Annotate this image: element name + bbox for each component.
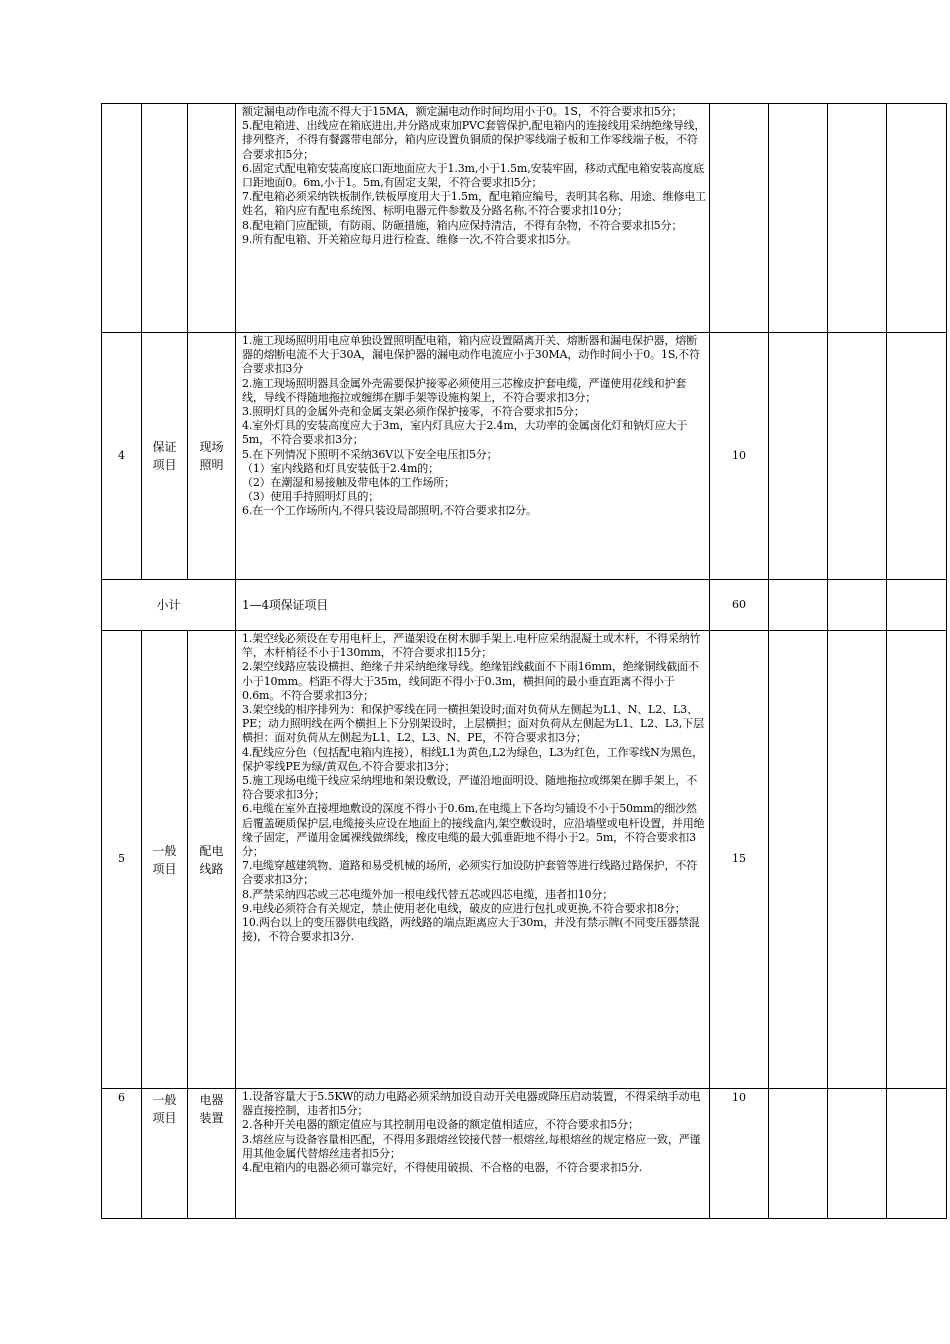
no-cell: 5 [102,631,142,1089]
requirement-line: 5.配电箱进、出线应在箱底进出,并分路成束加PVC套管保护,配电箱内的连接线用采纳绝缘导线，排列整齐，不得有餐露带电部分，箱内应设置负铜质的保护零线端子板和工作零线端子板，不符合要求扣5分； [242,119,706,161]
requirement-line: 10.两台以上的变压器供电线路，两线路的端点距离应大于30m，并没有禁示牌(不同变压器禁混接)，不符合要求扣3分. [242,916,700,944]
requirement-line: 3.熔丝应与设备容量相匹配，不得用多跟熔丝铰接代替一根熔丝,每根熔丝的规定格应一致，严谨用其他金属代替熔丝违者扣5分； [242,1132,701,1160]
remark-cell [887,1089,947,1219]
requirement-line: 4.配电箱内的电器必须可靠完好，不得使用破损、不合格的电器，不符合要求扣5分. [242,1161,643,1175]
actual-cell [828,333,887,580]
content-cell [236,104,710,333]
requirement-line: （2）在潮湿和易接触及带电体的工作场所； [242,476,455,490]
no-cell [102,104,142,333]
requirement-line: 9.电线必须符合有关规定，禁止使用老化电线，破皮的应进行包扎或更换,不符合要求扣8分； [242,901,686,915]
deduct-cell [769,104,828,333]
item-cell [188,333,236,580]
deduct-cell [769,333,828,580]
category-cell [142,1089,188,1219]
requirement-line: 1.施工现场照明用电应单独设置照明配电箱，箱内应设置隔离开关、熔断器和漏电保护器，熔断器的熔断电流不大于30A，漏电保护器的漏电动作电流应小于30MA，动作时间小于0。1S,不符合要求扣3分 [242,334,700,376]
actual-cell [828,631,887,1089]
actual-cell [828,580,887,631]
score-cell: 15 [710,631,769,1089]
item-cell [188,104,236,333]
score-cell [710,104,769,333]
remark-cell [887,333,947,580]
subtotal-label: 小计 [102,580,236,631]
deduct-cell [769,1089,828,1219]
subtotal-desc: 1—4项保证项目 [236,580,710,631]
deduct-cell [769,580,828,631]
table-row [102,1089,947,1219]
category-label: 一般项目 [152,843,177,876]
actual-cell [828,104,887,333]
requirement-line: 5.施工现场电缆干线应采纳埋地和架设敷设，严谨沿地面明设、随地拖拉或绑架在脚手架上，不符合要求扣3分； [242,774,698,802]
category-cell [142,631,188,1089]
requirement-line: 3.架空线的相序排列为：和保护零线在同一横担架设时;面对负荷从左侧起为L1、N、L2、L3、PE；动力照明线在两个横担上下分别架设时，上层横担；面对负荷从左侧起为L1、L2、L3,下层横担：面对负荷从左侧起为L1、L2、L3、N、PE，不符合要求扣3分； [242,703,704,745]
requirement-line: 6.固定式配电箱安装高度底口距地面应大于1.3m,小于1.5m,安装牢固，移动式配电箱安装高度底口距地面0。6m,小于1。5m,有固定支架，不符合要求扣5分； [242,161,705,190]
actual-cell [828,1089,887,1219]
category-cell [142,104,188,333]
subtotal-score: 60 [710,580,769,631]
content-cell [236,631,710,1089]
score-cell: 10 [710,333,769,580]
requirement-line: 1.架空线必须设在专用电杆上，严谨架设在树木脚手架上.电杆应采纳混凝土或木杆，不得采纳竹竿，木杆梢径不小于130mm，不符合要求扣15分； [242,632,701,660]
item-label: 电器装置 [199,1093,224,1125]
requirement-line: 6.在一个工作场所内,不得只装设局部照明,不符合要求扣2分。 [242,504,537,518]
requirement-line: 4.配线应分色（包括配电箱内连接），相线L1为黄色,L2为绿色，L3为红色，工作零线N为黑色，保护零线PE为绿/黄双色,不符合要求扣3分； [242,745,703,773]
score-cell: 10 [710,1089,769,1219]
category-label: 保证项目 [152,440,177,472]
content-cell [236,333,710,580]
requirement-line: 4.室外灯具的安装高度应大于3m，室内灯具应大于2.4m，大功率的金属卤化灯和钠灯应大于5m，不符合要求扣3分； [242,419,688,447]
requirement-line: 5.在下列情况下照明不采纳36V以下安全电压扣5分； [242,447,498,461]
requirement-line: 3.照明灯具的金属外壳和金属支架必须作保护接零，不符合要求扣5分； [242,405,585,419]
requirement-line: 7.电缆穿越建筑物、道路和易受机械的场所，必须实行加设防护套管等进行线路过路保护，不符合要求扣3分； [242,859,698,887]
requirement-line: （1）室内线路和灯具安装低于2.4m的； [242,461,439,475]
table-row [102,333,947,580]
category-cell [142,333,188,580]
table-row [102,631,947,1089]
requirement-line: 8.配电箱门应配锁，有防雨、防砸措施，箱内应保持清洁，不得有杂物，不符合要求扣5分； [242,218,683,232]
item-label: 现场照明 [199,440,224,472]
remark-cell [887,631,947,1089]
requirement-line: 9.所有配电箱、开关箱应每月进行检查、维修一次,不符合要求扣5分。 [242,232,578,246]
requirement-line: 2.各种开关电器的额定值应与其控制用电设备的额定值相适应，不符合要求扣5分； [242,1118,639,1132]
remark-cell [887,104,947,333]
requirement-line: 1.设备容量大于5.5KW的动力电路必须采纳加设自动开关电器或降压启动装置，不得采纳手动电器直接控制，违者扣5分； [242,1090,701,1118]
item-cell [188,631,236,1089]
requirement-line: （3）使用手持照明灯具的； [242,490,380,504]
subtotal-row [102,580,947,631]
table-row [102,104,947,333]
requirement-line: 额定漏电动作电流不得大于15MA，额定漏电动作时间均用小于0。1S，不符合要求扣5分； [242,105,683,118]
deduct-cell [769,631,828,1089]
remark-cell [887,580,947,631]
category-label: 一般项目 [152,1093,177,1125]
inspection-table [101,103,947,1219]
requirement-line: 2.架空线路应装设横担、绝缘子并采纳绝缘导线。绝缘铝线截面不下雨16mm，绝缘铜线截面不小于10mm。档距不得大于35m，线间距不得小于0.3m，横担间的最小垂直距离不得小于0.6m。不符合要求扣3分； [242,660,699,702]
item-label: 配电线路 [199,843,224,876]
requirement-line: 8.严禁采纳四芯或三芯电缆外加一根电线代替五芯或四芯电缆，违者扣10分； [242,887,614,901]
requirement-line: 2.施工现场照明器具金属外壳需要保护接零必须使用三芯橡皮护套电缆，严谨使用花线和护套线，导线不得随地拖拉或缠绑在脚手架等设施构架上，不符合要求扣3分； [242,376,687,404]
no-cell: 6 [102,1089,142,1219]
requirement-line: 7.配电箱必须采纳铁板制作,铁板厚度用大于1.5m，配电箱应编号，表明其名称、用途、维修电工姓名，箱内应有配电系统图、标明电器元件参数及分路名称,不符合要求扣10分； [242,190,707,218]
item-cell [188,1089,236,1219]
requirement-line: 6.电缆在室外直接埋地敷设的深度不得小于0.6m,在电缆上下各均匀铺设不小于50mm的细沙然后覆盖硬质保护层,电缆接头应设在地面上的接线盒内,架空敷设时，应沿墙壁或电杆设置，并用绝缘子固定，严谨用金属裸线做绑线，橡皮电缆的最大弧垂距地不得小于2。5m，不符合要求扣3分； [242,802,705,859]
no-cell: 4 [102,333,142,580]
content-cell [236,1089,710,1219]
